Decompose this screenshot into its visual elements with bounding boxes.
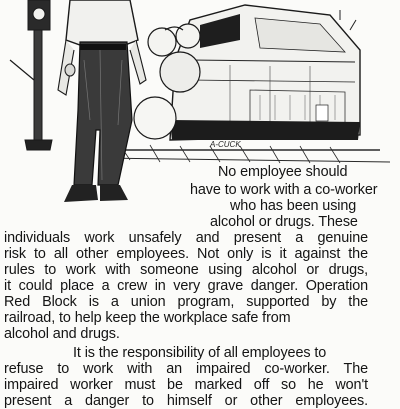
body-line-9: Red Block is a union program, supported by the	[4, 294, 368, 310]
body-line-7: rules to work with someone using alcohol or drugs,	[4, 262, 368, 278]
body-line-1: No employee should	[218, 164, 348, 180]
body-line-5: individuals work unsafely and present a genuine	[4, 230, 368, 246]
body-line-14: impaired worker must be marked off so he won't	[4, 377, 368, 393]
body-line-10: railroad, to help keep the workplace safe from	[4, 310, 291, 326]
illustration-signature: A-CUCK	[210, 140, 241, 149]
body-line-12: It is the responsibility of all employees to	[73, 345, 327, 361]
body-line-4: alcohol or drugs. These	[210, 214, 358, 230]
body-line-2: have to work with a co-worker	[190, 182, 378, 198]
body-line-3: who has been using	[230, 198, 357, 214]
body-line-8: it could place a crew in very grave danger. Operation	[4, 278, 368, 294]
body-line-6: risk to all other employees. Not only is it against the	[4, 246, 368, 262]
body-line-13: refuse to work with an impaired co-worker. The	[4, 361, 368, 377]
body-line-15: present a danger to himself or other employees.	[4, 393, 368, 409]
body-line-11: alcohol and drugs.	[4, 326, 120, 342]
